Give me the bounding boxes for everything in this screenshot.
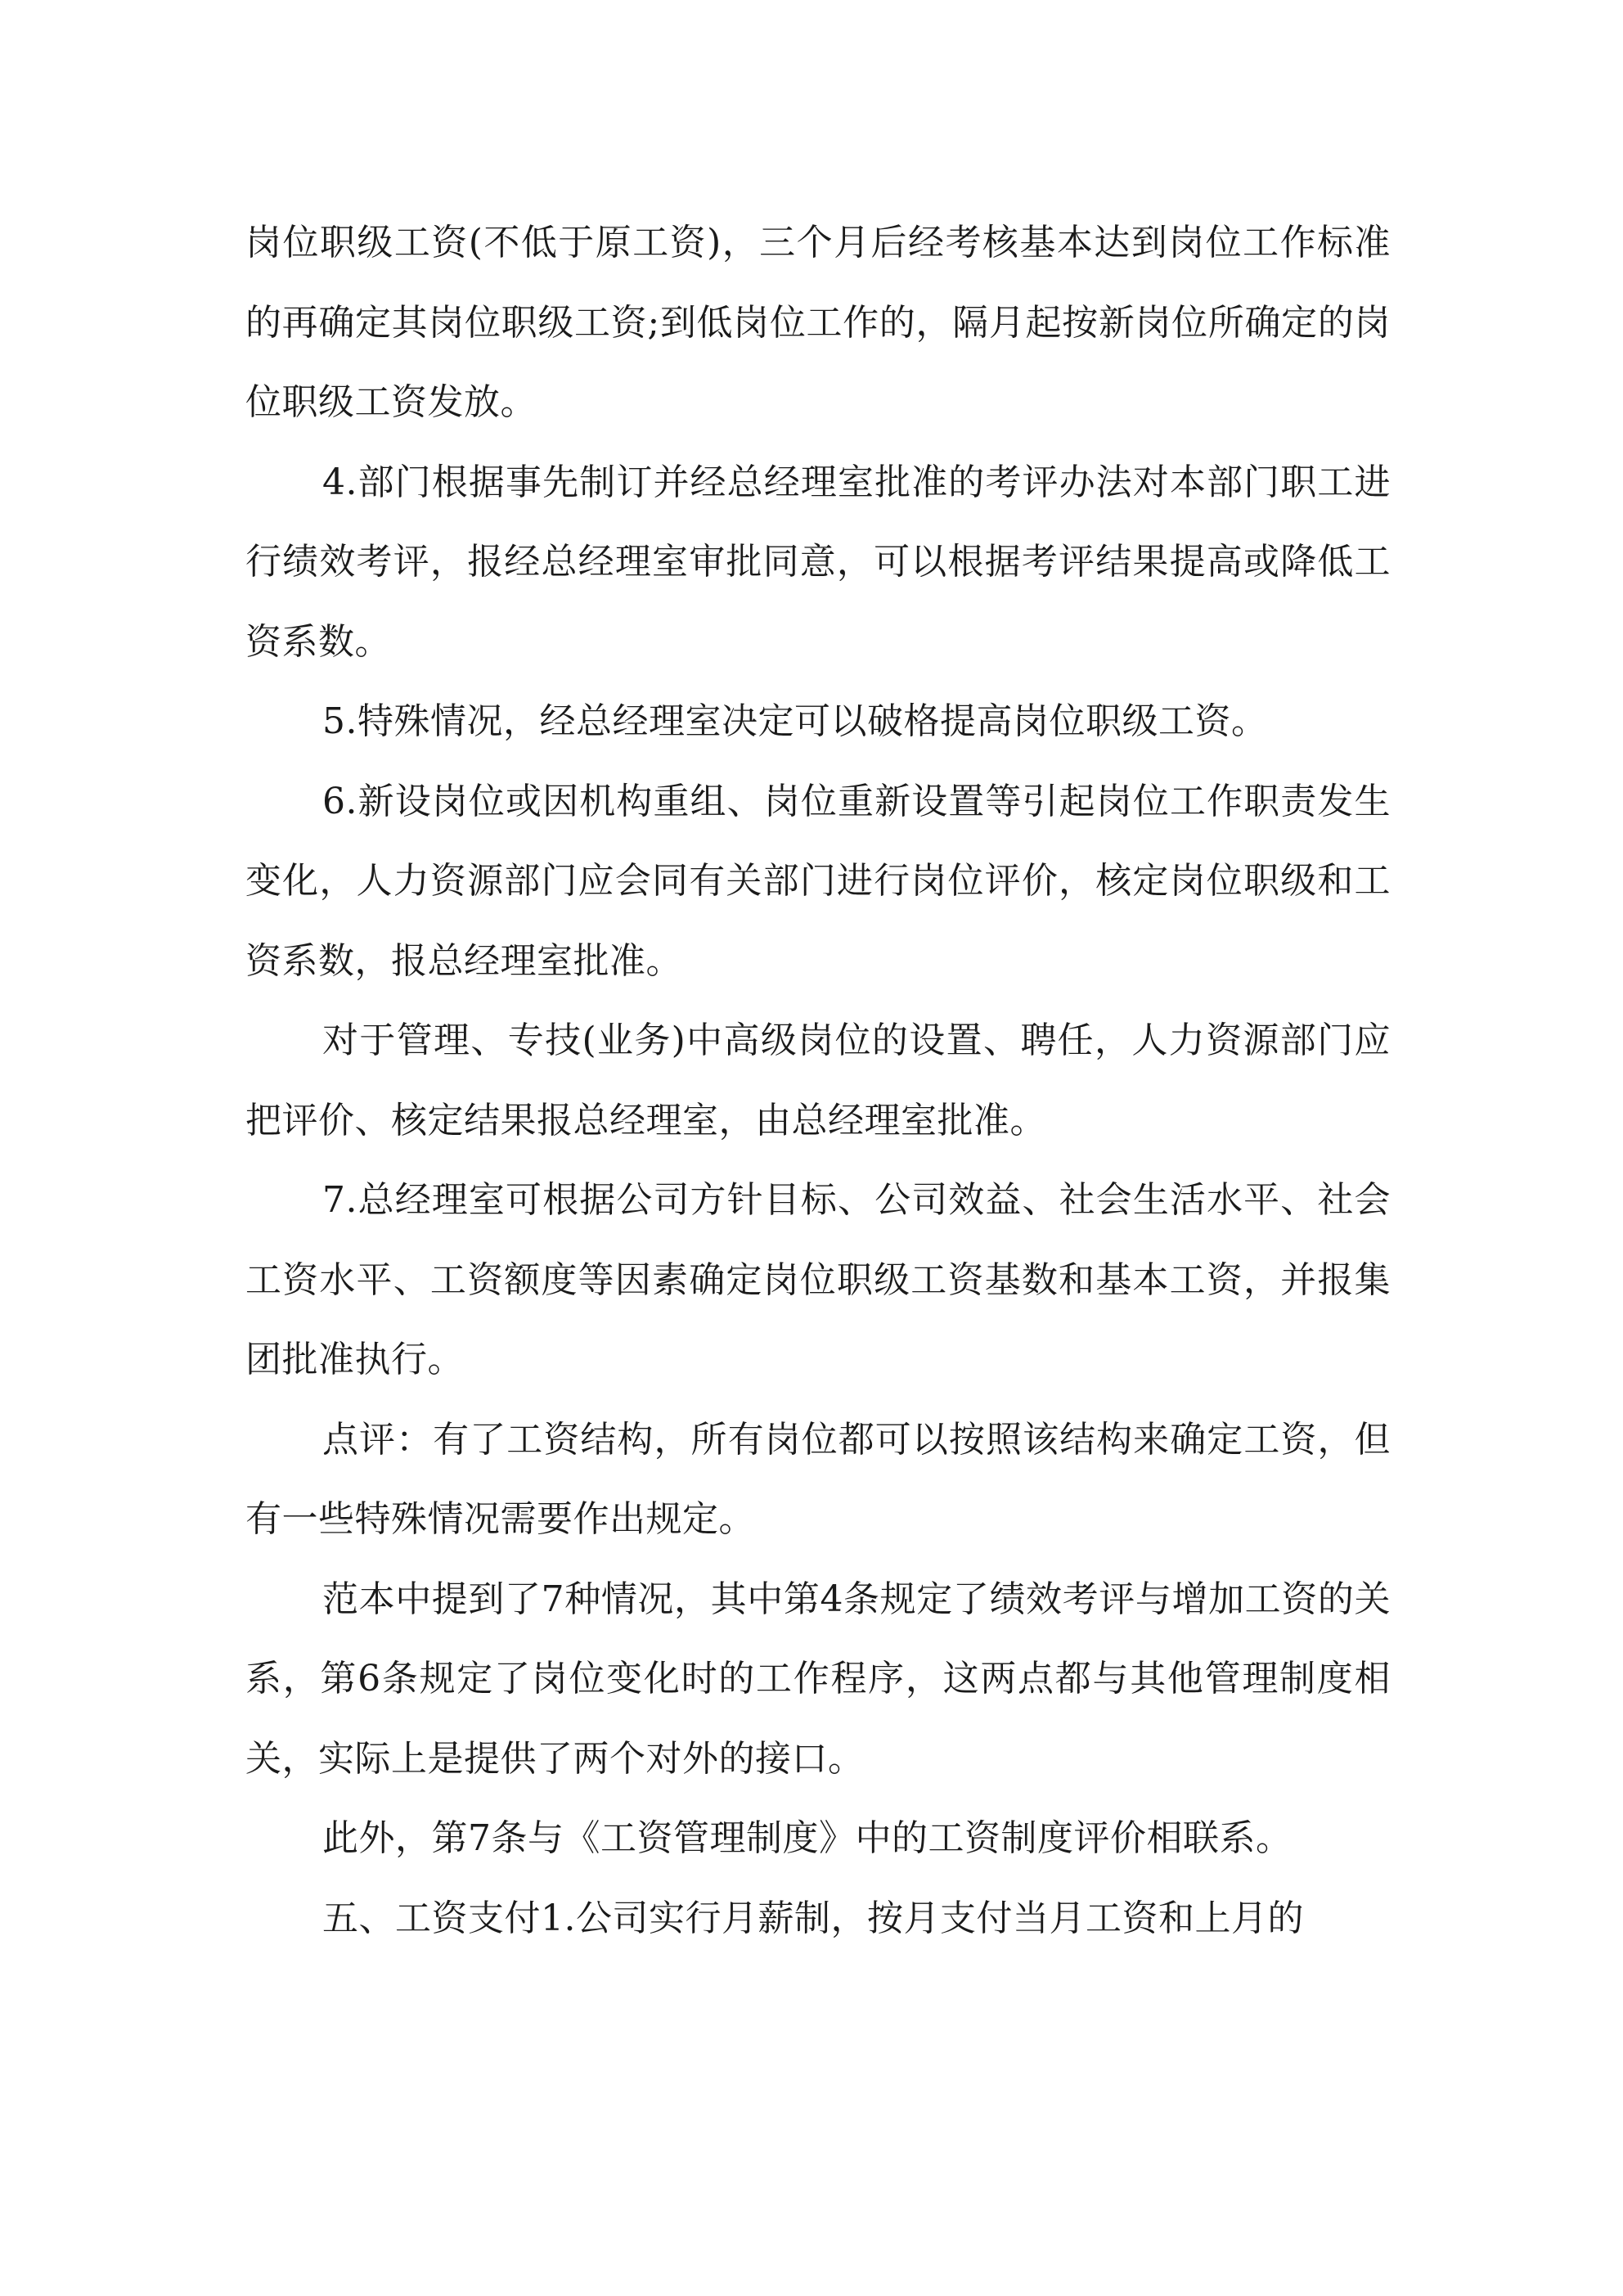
paragraph-comment: 点评：有了工资结构，所有岗位都可以按照该结构来确定工资，但有一些特殊情况需要作出规定。 [245,1418,1391,1540]
paragraph-section-five: 五、工资支付1.公司实行月薪制，按月支付当月工资和上月的 [322,1897,1304,1939]
paragraph-template-note: 范本中提到了7种情况，其中第4条规定了绩效考评与增加工资的关系，第6条规定了岗位变化时的工作程序，这两点都与其他管理制度相关，实际上是提供了两个对外的接口。 [245,1578,1391,1780]
paragraph-item-7: 7.总经理室可根据公司方针目标、公司效益、社会生活水平、社会工资水平、工资额度等因素确定岗位职级工资基数和基本工资，并报集团批准执行。 [245,1179,1391,1380]
paragraph-item-5: 5.特殊情况，经总经理室决定可以破格提高岗位职级工资。 [322,700,1268,742]
paragraph-additional-note: 此外，第7条与《工资管理制度》中的工资制度评价相联系。 [322,1817,1293,1859]
document-body [245,203,1391,1958]
paragraph-item-6: 6.新设岗位或因机构重组、岗位重新设置等引起岗位工作职责发生变化，人力资源部门应会同有关部门进行岗位评价，核定岗位职级和工资系数，报总经理室批准。 [245,780,1391,982]
paragraph-item-4: 4.部门根据事先制订并经总经理室批准的考评办法对本部门职工进行绩效考评，报经总经理室审批同意，可以根据考评结果提高或降低工资系数。 [245,461,1391,663]
paragraph-continuation: 岗位职级工资(不低于原工资)，三个月后经考核基本达到岗位工作标准的再确定其岗位职级工资;到低岗位工作的，隔月起按新岗位所确定的岗位职级工资发放。 [245,222,1391,423]
paragraph-senior-positions: 对于管理、专技(业务)中高级岗位的设置、聘任，人力资源部门应把评价、核定结果报总经理室，由总经理室批准。 [245,1020,1391,1141]
